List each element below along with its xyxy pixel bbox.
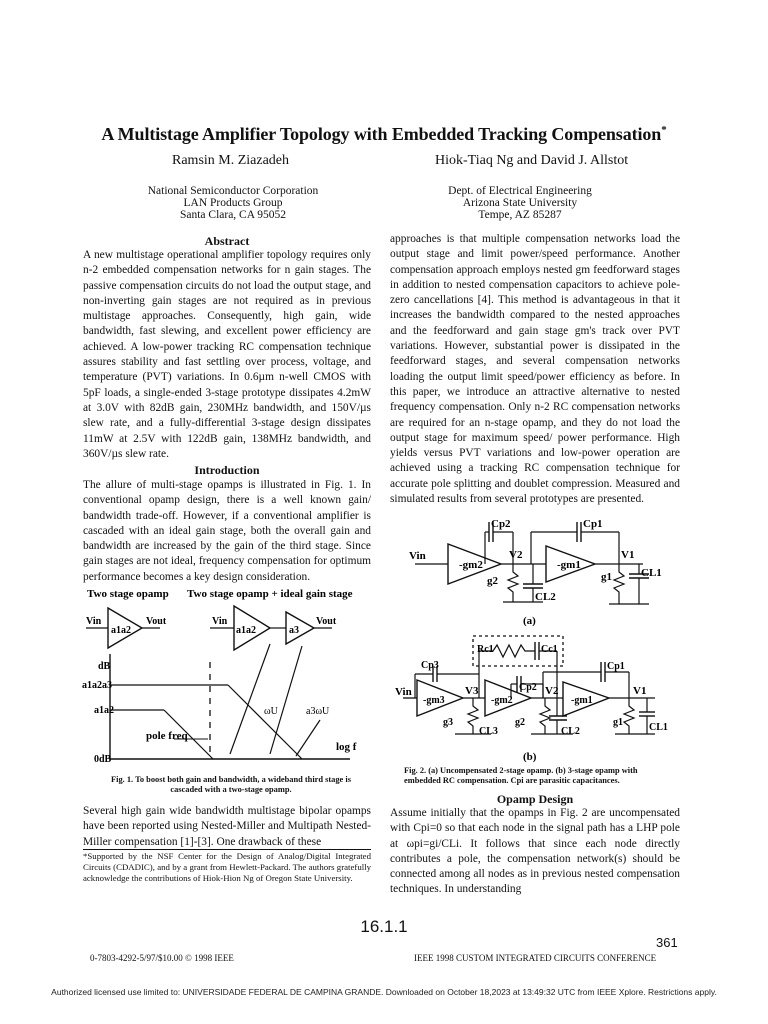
affil-left-line: Santa Clara, CA 95052 <box>179 209 287 221</box>
fig2a-gm1: -gm1 <box>557 559 581 571</box>
abstract-heading: Abstract <box>204 234 250 248</box>
fig2a-cp2: Cp2 <box>491 518 511 530</box>
title-footnote-mark: * <box>661 124 667 136</box>
fig2b-cp2: Cp2 <box>519 682 537 693</box>
fig1-label-right: Two stage opamp + ideal gain stage <box>187 588 353 600</box>
footer-copyright: 0-7803-4292-5/97/$10.00 © 1998 IEEE <box>90 953 234 963</box>
license-notice: Authorized licensed use limited to: UNIVERSIDADE FEDERAL DE CAMPINA GRANDE. Downloaded on October 18,2023 at 13:49:32 UTC from IEEE Xplore. Restrictions apply. <box>51 987 717 997</box>
fig2a-g2: g2 <box>487 575 498 587</box>
figure-1 <box>80 584 376 772</box>
page-number: 361 <box>656 935 678 950</box>
fig2b-g2: g2 <box>515 717 525 728</box>
fig1-opamp-cascade <box>210 606 332 650</box>
left-bottom-text: Several high gain wide bandwidth multistage bipolar opamps have been reported using Nested-Miller and Multipath Nested-Miller compensation [1]-[3]. One drawback of these <box>83 805 371 848</box>
figure-2-caption: Fig. 2. (a) Uncompensated 2-stage opamp. (b) 3-stage opamp with embedded RC compensation. Cpi are parasitic capacitances. <box>404 766 638 786</box>
fig2b-cl1: CL1 <box>649 722 668 733</box>
fig2a-v2: V2 <box>509 549 523 561</box>
fig2a-cl2: CL2 <box>535 591 556 603</box>
affil-right-line: Tempe, AZ 85287 <box>478 209 562 221</box>
affiliation-right <box>420 185 620 221</box>
fig1-wu-label: ωU <box>264 706 278 717</box>
fig1-pole-freq-label: pole freq <box>146 730 188 742</box>
fig2b-cl3: CL3 <box>479 726 498 737</box>
title-text: A Multistage Amplifier Topology with Embedded Tracking Compensation <box>101 124 662 144</box>
fig1-vout-right: Vout <box>316 616 337 627</box>
footer-conference: IEEE 1998 CUSTOM INTEGRATED CIRCUITS CONFERENCE <box>414 953 657 963</box>
footnote-text: *Supported by the NSF Center for the Design of Analog/Digital Integrated Circuits (CDADIC), and by a grant from Hewlett-Packard. The authors gratefully acknowledge the contributions of Hiok-Hion Ng of Oregon State University. <box>83 851 371 883</box>
fig2b-v3: V3 <box>465 685 479 697</box>
fig1-vin-right: Vin <box>212 616 228 627</box>
fig1-gain-a3: a3 <box>289 625 299 636</box>
fig2b-gm3: -gm3 <box>423 695 445 706</box>
author-right: Hiok-Tiaq Ng and David J. Allstot <box>435 153 629 168</box>
author-left: Ramsin M. Ziazadeh <box>172 153 290 168</box>
fig2b-gm2: -gm2 <box>491 695 513 706</box>
fig2b-cl2: CL2 <box>561 726 580 737</box>
affiliation-left <box>120 185 346 221</box>
section-number: 16.1.1 <box>360 917 408 936</box>
affil-left-line: LAN Products Group <box>183 197 283 209</box>
abstract-text: A new multistage operational amplifier topology requires only n-2 embedded compensation networks for n gain stages. The passive compensation circuits do not load the output stage, and non-inverting gain stages are not required as in previous multistage approaches. Consequently, high gain, wide bandwidth, fast slewing, and excellent power efficiency are achieved. A low-power tracking RC compensation technique assures stability and fast settling over process, voltage, and temperature (PVT) variations. In 0.6µm n-well CMOS with 5pF loads, a single-ended 3-stage prototype dissipates 4.2mW at 3.0V with 82dB gain, 230MHz bandwidth, and 150V/µs slew rate, and a fully-differential 3-stage design dissipates 11mW at 2.5V with 122dB gain, 138MHz bandwidth, and 360V/µs slew rate. <box>83 249 371 460</box>
fig1-label-left: Two stage opamp <box>87 588 169 600</box>
fig2a-vin: Vin <box>409 550 426 562</box>
fig2b-g1: g1 <box>613 717 623 728</box>
fig2a-label: (a) <box>523 615 536 627</box>
fig1-logf-label: log f <box>336 741 357 753</box>
fig2a-cl1: CL1 <box>641 567 662 579</box>
affil-right-line: Arizona State University <box>462 197 578 209</box>
affil-right-line: Dept. of Electrical Engineering <box>448 185 592 197</box>
fig2b-vin: Vin <box>395 686 412 698</box>
fig2b-v1: V1 <box>633 685 647 697</box>
fig1-db-label: dB <box>98 661 111 672</box>
right-column-text: approaches is that multiple compensation networks load the output stage and limit power/speed performance. Another compensation approach employs nested gm feedforward stages in addition to nested compensation capacitors to achieve pole-zero cancellations [4]. This method is advantageous in that it increases the bandwidth compared to the nested approaches and the feedforward and gain stage gm's track over PVT variations. However, substantial power is dissipated in the feedforward stages, and several compensation networks loading the output limit speed/power efficiency as before. In this paper, we introduce an attractive alternative to nested frequency compensation. Only n-2 RC compensation networks are required for an n-stage opamp, and they do not load the output stage for maximum speed/ power performance. High yields versus PVT variations and low-power operation are achieved using a tracking RC compensation technique for accurate pole splitting and doublet compression. Measured and simulated results from several prototypes are presented. <box>390 233 680 506</box>
fig1-gain-right: a1a2 <box>236 625 256 636</box>
fig2a-gm2: -gm2 <box>459 559 483 571</box>
fig2b-cp1: Cp1 <box>607 661 625 672</box>
footnote-rule <box>83 849 371 850</box>
paper-title <box>0 124 768 145</box>
figure-2 <box>393 512 675 764</box>
figure-1-caption: Fig. 1. To boost both gain and bandwidth, a wideband third stage is cascaded with a two-stage opamp. <box>111 775 351 795</box>
affil-left-line: National Semiconductor Corporation <box>147 185 319 197</box>
opamp-design-text: Assume initially that the opamps in Fig. 2 are uncompensated with Cpi=0 so that each node in the signal path has a LHP pole at ωpi=gi/CLi. It follows that since each node directly contributes a pole, the compensation network(s) should be connected among all nodes as in previous nested compensation techniques. In understanding <box>390 807 680 896</box>
fig2b-v2: V2 <box>545 685 559 697</box>
introduction-text: The allure of multi-stage opamps is illustrated in Fig. 1. In conventional opamp design, there is a well known gain/ bandwidth trade-off. However, if a conventional amplifier is cascaded with an ideal gain stage, both the overall gain and bandwidth are increased by the gain of the third stage. Since gain stages are not ideal, frequency compensation for optimum performance becomes a key design consideration. <box>83 479 371 583</box>
fig2b-rc1: Rc1 <box>477 644 494 655</box>
fig2b-label: (b) <box>523 751 537 763</box>
fig1-vout-left: Vout <box>146 616 167 627</box>
fig1-0db-label: 0dB <box>94 754 112 765</box>
fig1-vin-left: Vin <box>86 616 102 627</box>
fig2b-cp3: Cp3 <box>421 660 439 671</box>
fig1-gain-left: a1a2 <box>111 625 131 636</box>
fig2b-gm1: -gm1 <box>571 695 593 706</box>
fig2b-cc1: Cc1 <box>541 644 558 655</box>
fig1-a1a2-level-label: a1a2 <box>94 705 114 716</box>
fig1-a3wu-label: a3ωU <box>306 706 330 717</box>
opamp-design-heading: Opamp Design <box>496 792 574 806</box>
fig2a-cp1: Cp1 <box>583 518 603 530</box>
fig2b-g3: g3 <box>443 717 453 728</box>
introduction-heading: Introduction <box>194 463 260 477</box>
fig1-a1a2a3-label: a1a2a3 <box>82 680 112 691</box>
fig2a-circuit <box>415 522 649 604</box>
fig2a-v1: V1 <box>621 549 635 561</box>
fig2a-g1: g1 <box>601 571 612 583</box>
